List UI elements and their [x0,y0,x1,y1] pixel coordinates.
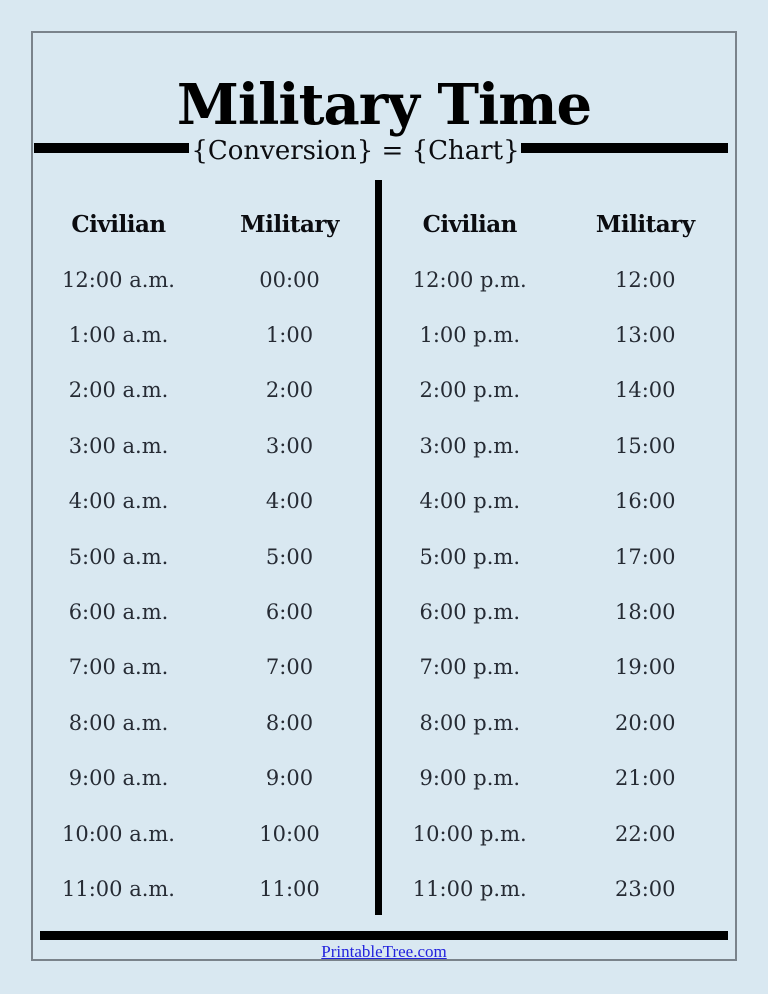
table-row [33,695,375,750]
table-row [382,584,733,639]
printabletree-link[interactable]: PrintableTree.com [321,942,447,961]
table-row [382,363,733,418]
military-time: 11:00 [259,876,320,901]
military-time: 15:00 [614,433,676,458]
civilian-time: 2:00 a.m. [68,378,169,403]
table-row [382,640,733,695]
civilian-time: 9:00 a.m. [68,766,169,791]
military-time: 12:00 [614,267,676,292]
civilian-time: 3:00 a.m. [68,433,169,458]
civilian-time: 8:00 a.m. [68,710,169,735]
table-body [33,252,375,917]
civilian-time: 2:00 p.m. [419,378,521,403]
table-row [33,640,375,695]
divider-bar-right [521,143,728,153]
military-column-header: Military [595,210,695,238]
military-time: 17:00 [614,544,676,569]
military-time: 8:00 [265,710,314,735]
military-time: 5:00 [265,544,314,569]
military-time: 18:00 [614,600,676,625]
page-title: Military Time [176,72,592,138]
civilian-time: 7:00 p.m. [419,655,521,680]
table-row [33,307,375,362]
pm-conversion-table [382,196,733,917]
civilian-time: 10:00 p.m. [412,821,527,846]
chart-panel [31,31,737,961]
table-header-row [382,196,733,252]
civilian-time: 7:00 a.m. [68,655,169,680]
civilian-time: 6:00 a.m. [68,600,169,625]
civilian-time: 1:00 p.m. [419,323,521,348]
table-body [382,252,733,917]
am-conversion-table [33,196,375,917]
civilian-time: 10:00 a.m. [62,821,175,846]
military-time: 10:00 [259,821,320,846]
civilian-time: 1:00 a.m. [68,323,169,348]
civilian-time: 12:00 a.m. [62,267,175,292]
subtitle-row [33,136,735,175]
table-row [33,474,375,529]
military-time: 19:00 [614,655,676,680]
table-row [382,861,733,916]
civilian-column-header: Civilian [71,210,166,238]
table-row [382,307,733,362]
subtitle-text: {Conversion} = {Chart} [191,136,520,166]
military-time: 13:00 [614,323,676,348]
table-row [382,418,733,473]
footer-divider-bar [40,931,728,940]
military-time: 20:00 [614,710,676,735]
civilian-time: 5:00 p.m. [419,544,521,569]
table-row [382,751,733,806]
table-row [33,861,375,916]
military-time: 3:00 [265,433,314,458]
table-row [33,584,375,639]
military-time: 6:00 [265,600,314,625]
military-time: 21:00 [614,766,676,791]
civilian-time: 5:00 a.m. [68,544,169,569]
military-time: 2:00 [265,378,314,403]
military-time: 14:00 [614,378,676,403]
table-row [382,529,733,584]
table-row [382,695,733,750]
civilian-time: 4:00 p.m. [419,489,521,514]
table-row [33,252,375,307]
civilian-time: 11:00 a.m. [62,876,175,901]
civilian-column-header: Civilian [422,210,517,238]
table-row [382,474,733,529]
table-row [33,363,375,418]
civilian-time: 8:00 p.m. [419,710,521,735]
civilian-time: 4:00 a.m. [68,489,169,514]
table-header-row [33,196,375,252]
table-row [33,806,375,861]
civilian-time: 12:00 p.m. [412,267,527,292]
civilian-time: 11:00 p.m. [412,876,527,901]
military-time: 00:00 [259,267,320,292]
military-time: 22:00 [614,821,676,846]
military-time: 23:00 [614,876,676,901]
civilian-time: 9:00 p.m. [419,766,521,791]
divider-bar-left [34,143,189,153]
table-row [33,529,375,584]
civilian-time: 3:00 p.m. [419,433,521,458]
table-row [382,806,733,861]
footer [33,941,735,963]
table-row [33,751,375,806]
table-row [33,418,375,473]
military-time: 9:00 [265,766,314,791]
military-time: 7:00 [265,655,314,680]
military-time: 4:00 [265,489,314,514]
military-column-header: Military [240,210,339,238]
civilian-time: 6:00 p.m. [419,600,521,625]
military-time: 1:00 [265,323,314,348]
column-divider [375,180,382,915]
table-row [382,252,733,307]
military-time: 16:00 [614,489,676,514]
